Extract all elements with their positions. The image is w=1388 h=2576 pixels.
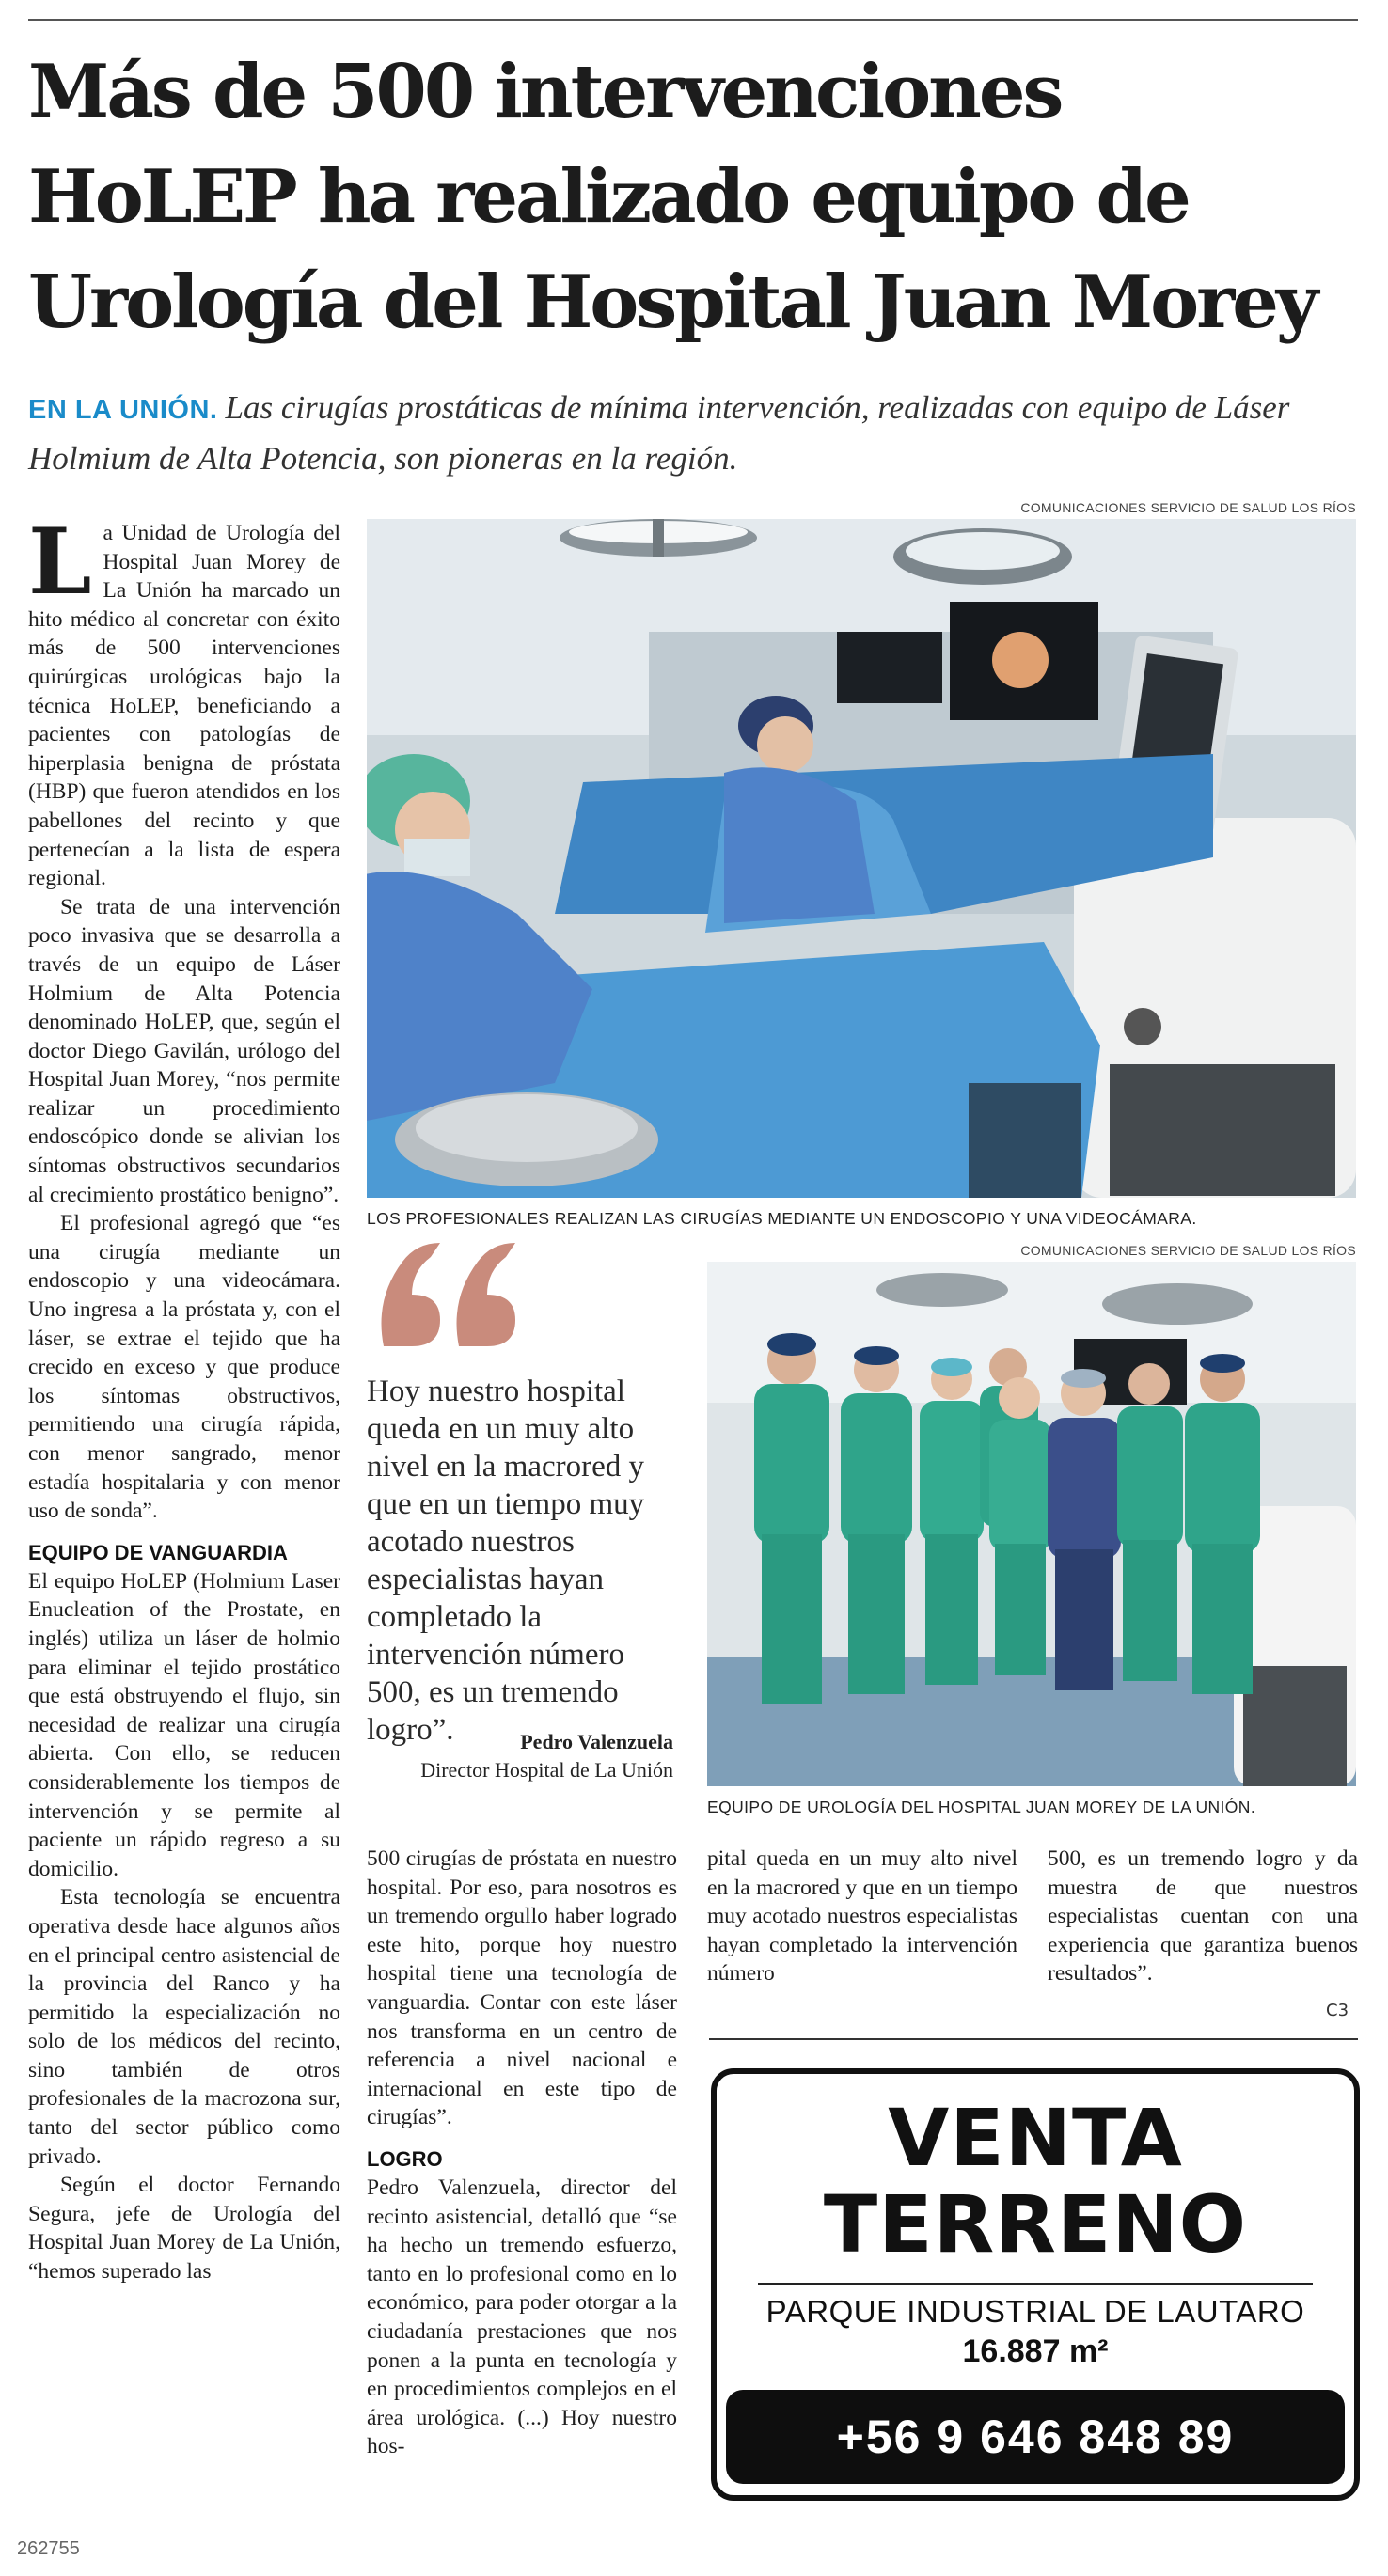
- top-rule: [28, 19, 1358, 21]
- article-paragraph: pital queda en un muy alto nivel en la macrored y que en un tiempo muy acotado nuestros especialistas hayan completado la intervención número: [707, 1846, 1017, 1987]
- article-paragraph: Se trata de una intervención poco invasiva que se desarrolla a través de un equipo de Láser Holmium de Alta Potencia denominado HoLEP, que, según el doctor Diego Gavilán, urólogo del Hospital Juan Morey, “nos permite realizar un procedimiento endoscópico donde se alivian los síntomas obstructivos secundarios al crecimiento prostático benigno”.: [28, 894, 340, 1207]
- photo-caption: EQUIPO DE UROLOGÍA DEL HOSPITAL JUAN MOREY DE LA UNIÓN.: [707, 1798, 1256, 1816]
- article-column-3: [707, 1845, 1017, 1988]
- article-paragraph: Según el doctor Fernando Segura, jefe de Urología del Hospital Juan Morey de La Unión, “hemos superado las: [28, 2173, 340, 2285]
- team-photo-illustration: [707, 1262, 1356, 1786]
- headline-line-1: Más de 500 intervenciones: [28, 49, 1062, 134]
- photo-credit: COMUNICACIONES SERVICIO DE SALUD LOS RÍOS: [1020, 1243, 1356, 1258]
- ad-title-line-2: TERRENO: [823, 2178, 1248, 2270]
- quote-author-role: Director Hospital de La Unión: [420, 1758, 673, 1782]
- ad-area: 16.887 m²: [962, 2333, 1109, 2369]
- pull-quote: Hoy nuestro hospital queda en un muy alto nivel en la macrored y que en un tiempo muy acotado nuestros especialistas hayan completado la intervención número 500, es un tremendo logro”.: [367, 1374, 645, 1747]
- article-paragraph: El equipo HoLEP (Holmium Laser Enucleation of the Prostate, en inglés) utiliza un láser de holmio para eliminar el tejido prostático que está obstruyendo el flujo, sin necesidad de realizar una cirugía abierta. Con ello, se reducen considerablemente los tiempos de intervención y se permite al paciente un rápido regreso a su domicilio.: [28, 1568, 340, 1881]
- paragraph-text: a Unidad de Urología del Hospital Juan Morey de La Unión ha marcado un hito médico al concretar con éxito más de 500 intervenciones quirúrgicas urológicas bajo la técnica HoLEP, beneficiando a pacientes con patologías de hiperplasia benigna de próstata (HBP) que fueron atendidos en los pabellones del recinto y que pertenecían a la lista de espera regional.: [28, 521, 340, 891]
- team-photo: [707, 1262, 1356, 1786]
- section-heading: EQUIPO DE VANGUARDIA: [28, 1540, 288, 1564]
- lead-text: Las cirugías prostáticas de mínima intervención, realizadas con equipo de Láser Holmium de Alta Potencia, son pioneras en la región.: [28, 389, 1290, 477]
- classified-ad: [711, 2068, 1360, 2501]
- article-column-2: [367, 1845, 677, 2461]
- article-column-4: [1048, 1845, 1358, 1988]
- ad-title: [717, 2092, 1354, 2270]
- surgery-photo: [367, 519, 1356, 1198]
- lead-kicker: EN LA UNIÓN.: [28, 395, 218, 425]
- article-paragraph: Pedro Valenzuela, director del recinto asistencial, detalló que “se ha hecho un tremendo esfuerzo, tanto en lo profesional como en lo económico, para poder otorgar a la ciudadanía prestaciones que nos ponen a la punta en tecnología y en procedimientos complejos en el área urológica. (...) Hoy nuestro hos-: [367, 2175, 677, 2459]
- pull-quote-attribution: [367, 1728, 673, 1784]
- drop-cap: L: [28, 509, 92, 615]
- headline-line-3: Urología del Hospital Juan Morey: [28, 259, 1317, 345]
- ad-rule: [758, 2283, 1313, 2285]
- article-paragraph: 500, es un tremendo logro y da muestra de que nuestros especialistas cuentan con una experiencia que garantiza buenos resultados”.: [1048, 1846, 1358, 1987]
- article-paragraph: [28, 509, 340, 893]
- ad-phone-number: +56 9 646 848 89: [726, 2390, 1345, 2484]
- ad-divider: [709, 2038, 1358, 2040]
- page-code: 262755: [17, 2538, 80, 2559]
- lead-paragraph: [28, 384, 1364, 483]
- ad-title-line-1: VENTA: [888, 2092, 1183, 2184]
- ad-subtitle: PARQUE INDUSTRIAL DE LAUTARO: [765, 2294, 1305, 2329]
- article-paragraph: 500 cirugías de próstata en nuestro hospital. Por eso, para nosotros es un tremendo orgullo haber logrado este hito, porque hoy nuestro hospital tiene una tecnología de vanguardia. Contar con este láser nos transforma en un centro de referencia a nivel nacional e internacional en este tipo de cirugías”.: [367, 1846, 677, 2130]
- article-paragraph: El profesional agregó que “es una cirugía mediante un endoscopio y una videocámara. Uno ingresa a la próstata y, con el láser, se extrae el tejido que ha crecido en exceso y que produce los síntomas obstructivos, permitiendo una cirugía rápida, con menor sangrado, menor estadía hospitalaria y con menor uso de sonda”.: [28, 1211, 340, 1524]
- article-column-1: [28, 509, 340, 2286]
- surgery-photo-illustration: [367, 519, 1356, 1198]
- headline: [28, 39, 1364, 355]
- quote-mark-icon: [374, 1243, 525, 1346]
- section-heading: LOGRO: [367, 2146, 443, 2171]
- photo-caption: LOS PROFESIONALES REALIZAN LAS CIRUGÍAS MEDIANTE UN ENDOSCOPIO Y UNA VIDEOCÁMARA.: [367, 1209, 1197, 1228]
- quote-author-name: Pedro Valenzuela: [520, 1730, 673, 1753]
- article-paragraph: Esta tecnología se encuentra operativa desde hace algunos años en el principal centro asistencial de la provincia del Ranco y ha permitido la especialización no solo de los médicos del recinto, sino también de otros profesionales de la macrozona sur, tanto del sector público como privado.: [28, 1885, 340, 2169]
- headline-line-2: HoLEP ha realizado equipo de: [28, 154, 1189, 240]
- end-mark-icon: C3: [1326, 2001, 1349, 2020]
- photo-credit: COMUNICACIONES SERVICIO DE SALUD LOS RÍOS: [1020, 500, 1356, 515]
